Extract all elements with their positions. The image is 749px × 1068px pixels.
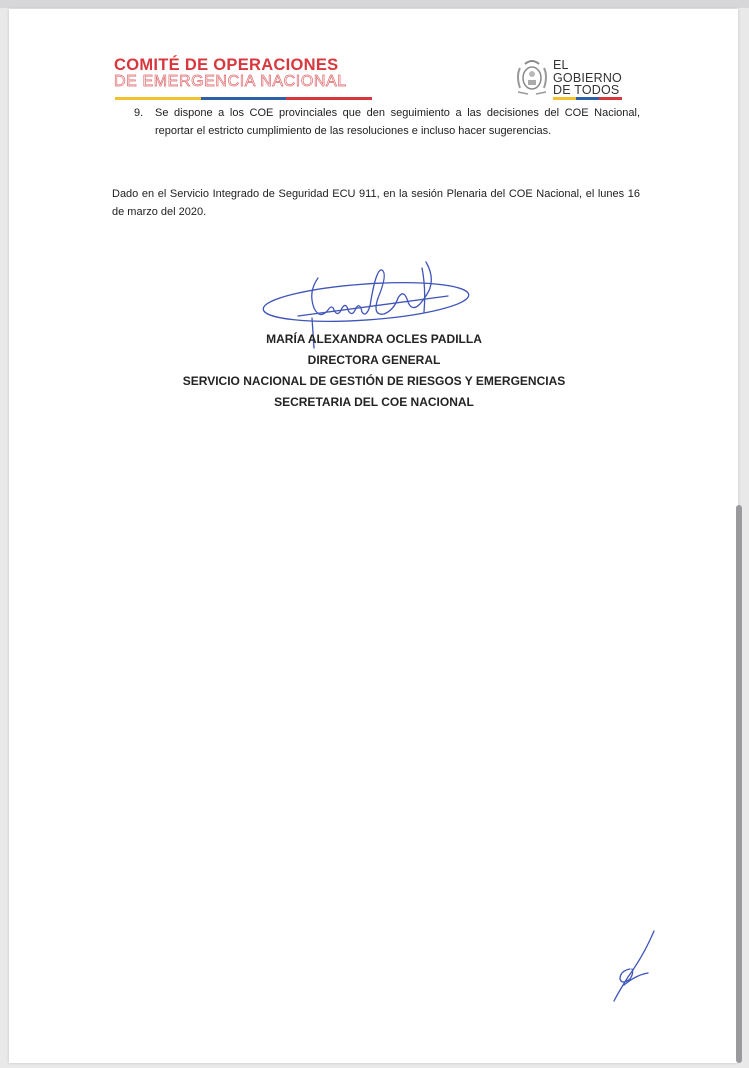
coe-logo-line2: DE EMERGENCIA NACIONAL — [114, 73, 347, 90]
signatory-block — [112, 329, 636, 413]
initials-mark — [608, 925, 663, 1010]
viewer-top-bar — [0, 0, 749, 8]
signatory-title: DIRECTORA GENERAL — [307, 353, 441, 367]
signatory-name: MARÍA ALEXANDRA OCLES PADILLA — [266, 332, 482, 346]
item-number: 9. — [134, 107, 144, 119]
coe-tricolor-stripe — [115, 97, 372, 100]
document-page — [9, 9, 738, 1063]
coe-logo — [114, 56, 347, 91]
coe-logo-line1: COMITÉ DE OPERACIONES — [114, 56, 339, 74]
government-tricolor-stripe — [553, 97, 622, 100]
scrollbar-thumb[interactable] — [736, 505, 742, 1063]
ecuador-coat-of-arms-icon — [514, 58, 550, 103]
closing-paragraph: Dado en el Servicio Integrado de Seguridad ECU 911, en la sesión Plenaria del COE Nacional, el lunes 16 de marzo del 2020. — [112, 188, 640, 218]
government-logo-text — [553, 59, 622, 97]
government-logo-line2: GOBIERNO — [553, 70, 622, 85]
item-text: Se dispone a los COE provinciales que den seguimiento a las decisiones del COE Nacional, reportar el estricto cumplimiento de las resoluciones e incluso hacer sugerencias. — [155, 107, 640, 137]
government-logo-line1: EL — [553, 58, 569, 72]
signatory-institution: SERVICIO NACIONAL DE GESTIÓN DE RIESGOS Y EMERGENCIAS — [182, 374, 566, 388]
signatory-role: SECRETARIA DEL COE NACIONAL — [274, 395, 474, 409]
government-logo-line3: DE TODOS — [553, 83, 620, 97]
